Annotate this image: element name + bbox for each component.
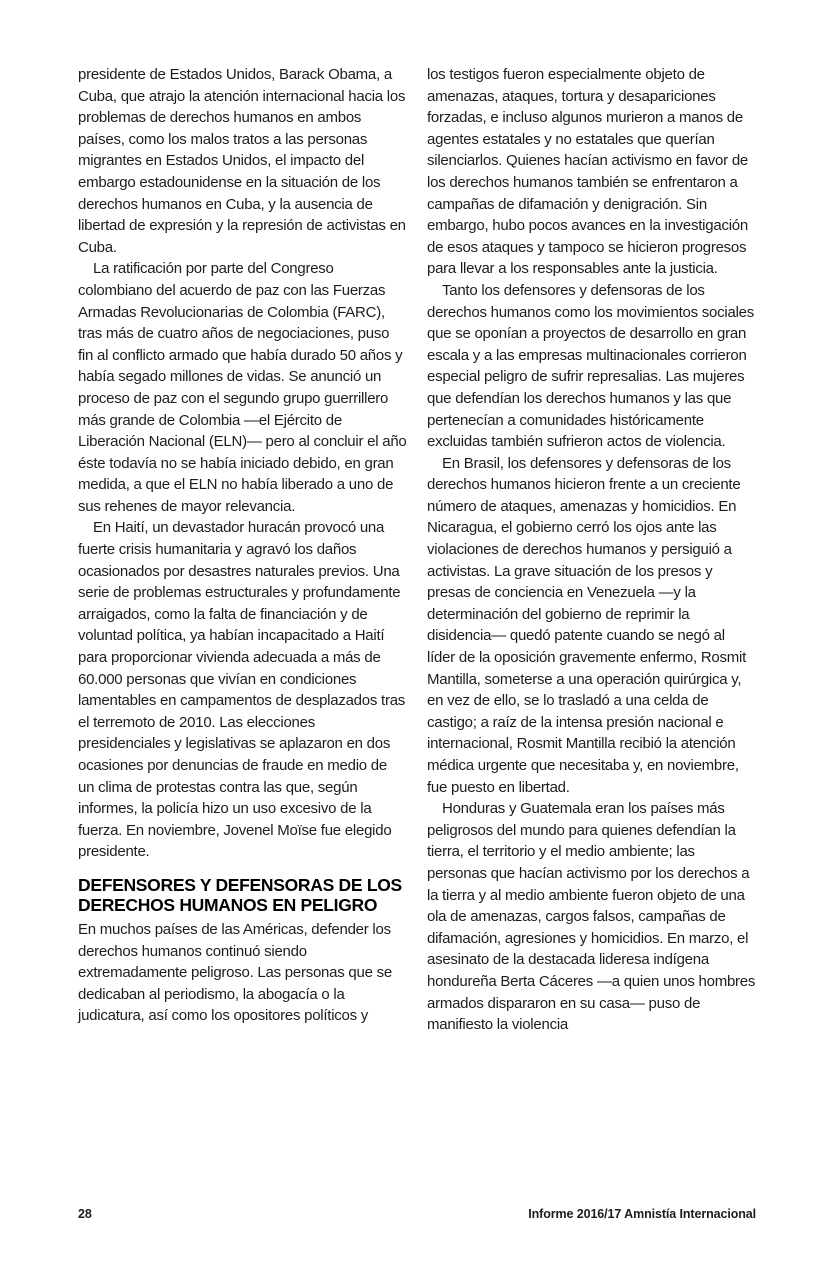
paragraph: La ratificación por parte del Congreso colombiano del acuerdo de paz con las Fuerzas Armadas Revolucionarias de Colombia (FARC), tras más de cuatro años de negociaciones, puso fin al conflicto armado que había durado 50 años y había segado millones de vidas. Se anunció un proceso de paz con el segundo grupo guerrillero más grande de Colombia —el Ejército de Liberación Nacional (ELN)— pero al concluir el año éste todavía no se había iniciado debido, en gran medida, a que el ELN no había liberado a uno de sus rehenes de mayor relevancia. bbox=[78, 260, 407, 515]
paragraph: En Brasil, los defensores y defensoras de los derechos humanos hicieron frente a un creciente número de ataques, amenazas y homicidios. En Nicaragua, el gobierno cerró los ojos ante las violaciones de derechos humanos y persiguió a activistas. La grave situación de los presos y presas de conciencia en Venezuela —y la determinación del gobierno de reprimir la disidencia— quedó patente cuando se negó al líder de la oposición gravemente enfermo, Rosmit Mantilla, someterse a una operación quirúrgica y, en vez de ello, se lo trasladó a una celda de castigo; a raíz de la intensa presión nacional e internacional, Rosmit Mantilla recibió la atención médica urgente que necesitaba y, en noviembre, fue puesto en libertad. bbox=[427, 454, 746, 796]
right-column bbox=[427, 64, 756, 1036]
paragraph: presidente de Estados Unidos, Barack Obama, a Cuba, que atrajo la atención internacional hacia los problemas de derechos humanos en ambos países, como los malos tratos a las personas migrantes en Estados Unidos, el impacto del embargo estadounidense en la situación de los derechos humanos en Cuba, y la ausencia de libertad de expresión y la represión de activistas en Cuba. bbox=[78, 66, 406, 256]
paragraph: Tanto los defensores y defensoras de los derechos humanos como los movimientos sociales que se oponían a proyectos de desarrollo en gran escala y a las empresas multinacionales corrieron especial peligro de sufrir represalias. Las mujeres que defendían los derechos humanos y las que pertenecían a comunidades históricamente excluidas también sufrieron actos de violencia. bbox=[427, 281, 754, 451]
text-columns bbox=[78, 64, 756, 1036]
page-number: 28 bbox=[78, 1207, 92, 1221]
paragraph: En muchos países de las Américas, defender los derechos humanos continuó siendo extremadamente peligroso. Las personas que se dedicaban al periodismo, la abogacía o la judicatura, así como los opositores políticos y bbox=[78, 920, 392, 1025]
section-heading: DEFENSORES Y DEFENSORAS DE LOS DERECHOS HUMANOS EN PELIGRO bbox=[78, 874, 402, 915]
paragraph: Honduras y Guatemala eran los países más peligrosos del mundo para quienes defendían la tierra, el territorio y el medio ambiente; las personas que hacían activismo por los derechos a la tierra y al medio ambiente fueron objeto de una ola de amenazas, cargos falsos, campañas de difamación, agresiones y homicidios. En marzo, el asesinato de la destacada lideresa indígena hondureña Berta Cáceres —a quien unos hombres armados dispararon en su casa— puso de manifiesto la violencia bbox=[427, 800, 756, 1034]
publication-title: Informe 2016/17 Amnistía Internacional bbox=[528, 1207, 756, 1221]
page-footer bbox=[78, 1207, 756, 1221]
paragraph: En Haití, un devastador huracán provocó una fuerte crisis humanitaria y agravó los daños ocasionados por desastres naturales previos. Una serie de problemas estructurales y profundamente arraigados, como la falta de financiación y de voluntad política, ya habían incapacitado a Haití para proporcionar vivienda adecuada a más de 60.000 personas que vivían en condiciones lamentables en campamentos de desplazados tras el terremoto de 2010. Las elecciones presidenciales y legislativas se aplazaron en dos ocasiones por denuncias de fraude en medio de un clima de protestas contra las que, según informes, la policía hizo un uso excesivo de la fuerza. En noviembre, Jovenel Moïse fue elegido presidente. bbox=[78, 519, 406, 861]
paragraph: los testigos fueron especialmente objeto de amenazas, ataques, tortura y desapariciones forzadas, e incluso algunos murieron a manos de agentes estatales y no estatales que querían silenciarlos. Quienes hacían activismo en favor de los derechos humanos también se enfrentaron a campañas de difamación y denigración. Sin embargo, hubo pocos avances en la investigación de esos ataques y tampoco se hicieron progresos para llevar a los responsables ante la justicia. bbox=[427, 66, 749, 278]
left-column bbox=[78, 64, 407, 1036]
